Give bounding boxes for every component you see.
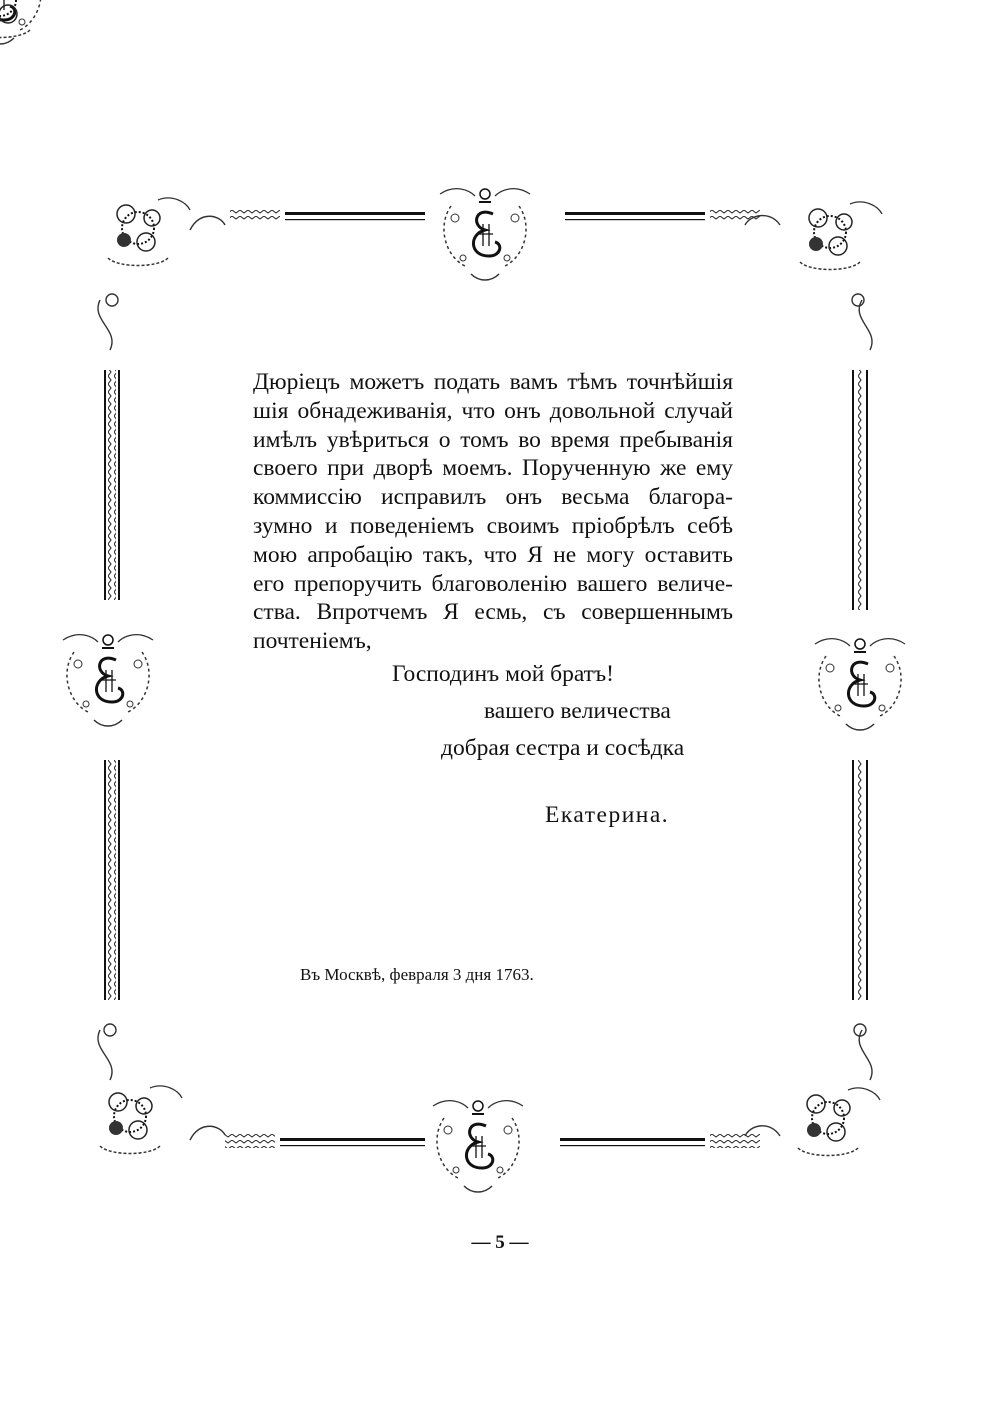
letter-line: ства. Впротчемъ Я есмь, съ совершеннымъ (253, 599, 733, 626)
letter-line: Дюріецъ можетъ подать вамъ тѣмъ точнѣйшія (253, 369, 733, 395)
bottom-rule (225, 1134, 760, 1148)
page-number: — 5 — (471, 1232, 529, 1253)
crowned-E-monogram-icon (0, 0, 45, 44)
signoff-line: добрая сестра и сосѣдка (441, 735, 685, 761)
letter-line: почтеніемъ, (253, 628, 372, 655)
top-rule (230, 208, 760, 222)
letter-body (253, 368, 733, 656)
majesty-line: вашего величества (484, 698, 671, 724)
letter-line: мою апробацію такъ, что Я не могу оставить (253, 541, 733, 568)
right-rule (852, 370, 868, 1000)
salutation: Господинъ мой братъ! (392, 661, 614, 687)
letter-line: своего при дворѣ моемъ. Порученную же ему (253, 455, 733, 482)
letter-line: его препоручить благоволенію вашего величе- (253, 570, 733, 597)
letter-line: имѣлъ увѣриться о томъ во время пребыванія (253, 426, 733, 453)
signature: Екатерина. (545, 802, 670, 828)
letter-line: зумно и поведеніемъ своимъ пріобрѣлъ себѣ (253, 512, 733, 539)
dateline: Въ Москвѣ, февраля 3 дня 1763. (300, 965, 534, 984)
letter-line: шія обнадеживанія, что онъ довольной случай (253, 397, 733, 424)
letter-line: коммиссію исправилъ онъ весьма благора- (253, 484, 733, 511)
